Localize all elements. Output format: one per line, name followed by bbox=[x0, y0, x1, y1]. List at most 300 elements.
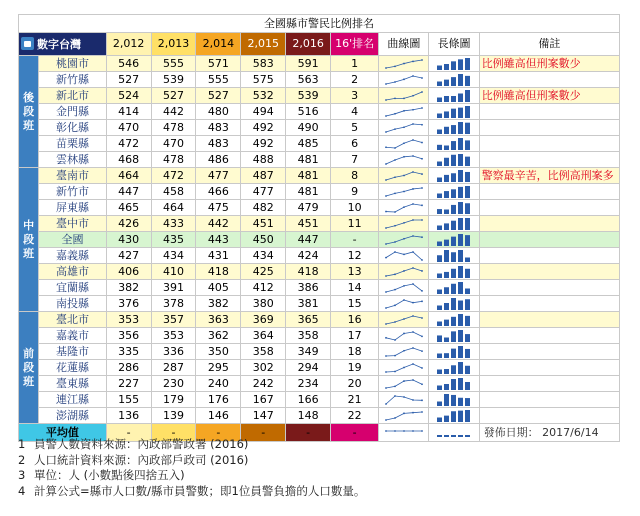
city-name: 新北市 bbox=[39, 88, 106, 104]
note-cell bbox=[479, 328, 619, 344]
mini-bar bbox=[451, 349, 456, 358]
bar-cell bbox=[429, 248, 479, 264]
mini-bar bbox=[465, 76, 470, 86]
sparkline-point bbox=[412, 301, 414, 303]
table-row bbox=[19, 152, 620, 168]
value-cell: 166 bbox=[286, 392, 331, 408]
value-cell: 414 bbox=[106, 104, 151, 120]
mini-bar bbox=[444, 64, 449, 70]
sparkline-point bbox=[394, 128, 396, 130]
sparkline-cell bbox=[379, 264, 429, 280]
published-date: 發佈日期： 2017/6/14 bbox=[479, 424, 619, 442]
sparkline bbox=[383, 410, 425, 422]
city-name: 基隆市 bbox=[39, 344, 106, 360]
mini-bar bbox=[465, 235, 470, 246]
note-cell bbox=[479, 280, 619, 296]
sparkline-point bbox=[394, 65, 396, 67]
mini-bar bbox=[444, 353, 449, 358]
sparkline bbox=[383, 378, 425, 390]
value-cell: 382 bbox=[106, 280, 151, 296]
value-cell: 486 bbox=[196, 152, 241, 168]
mini-bar bbox=[458, 250, 463, 262]
table-row bbox=[19, 168, 620, 184]
table-row bbox=[19, 392, 620, 408]
value-cell: 478 bbox=[151, 152, 196, 168]
value-cell: 376 bbox=[106, 296, 151, 312]
mini-bar bbox=[451, 141, 456, 150]
value-cell: 426 bbox=[106, 216, 151, 232]
sparkline-point bbox=[412, 139, 414, 141]
sparkline-point bbox=[403, 97, 405, 99]
bar-cell bbox=[429, 72, 479, 88]
table-row bbox=[19, 280, 620, 296]
sparkline bbox=[383, 90, 425, 102]
value-cell: 405 bbox=[196, 280, 241, 296]
sparkline-point bbox=[403, 270, 405, 272]
mini-bar bbox=[465, 140, 470, 150]
value-cell: 147 bbox=[241, 408, 286, 424]
city-name: 金門縣 bbox=[39, 104, 106, 120]
sparkline-line bbox=[386, 220, 422, 228]
mini-bar-chart bbox=[435, 249, 473, 262]
average-sparkline bbox=[383, 425, 425, 437]
table-row bbox=[19, 344, 620, 360]
bar-cell bbox=[429, 344, 479, 360]
mini-bar bbox=[437, 130, 442, 135]
value-cell: 524 bbox=[106, 88, 151, 104]
note-cell bbox=[479, 392, 619, 408]
value-cell: 357 bbox=[151, 312, 196, 328]
sparkline-line bbox=[386, 316, 422, 324]
sparkline-line bbox=[386, 348, 422, 356]
sparkline-cell bbox=[379, 312, 429, 328]
mini-bar bbox=[451, 411, 456, 422]
city-name: 臺南市 bbox=[39, 168, 106, 184]
sparkline-line bbox=[386, 236, 422, 244]
value-cell: 353 bbox=[106, 312, 151, 328]
average-cell: - bbox=[331, 424, 379, 442]
rank-cell: 6 bbox=[331, 136, 379, 152]
value-cell: 179 bbox=[151, 392, 196, 408]
mini-bar bbox=[444, 416, 449, 422]
mini-bar-chart bbox=[435, 393, 473, 406]
rank-cell: 20 bbox=[331, 376, 379, 392]
mini-bar-chart bbox=[435, 233, 473, 246]
value-cell: 386 bbox=[286, 280, 331, 296]
value-cell: 477 bbox=[241, 184, 286, 200]
mini-bar bbox=[444, 250, 449, 262]
sparkline-point bbox=[403, 142, 405, 144]
sparkline-point bbox=[421, 367, 423, 369]
note-cell bbox=[479, 296, 619, 312]
footnote-text: 計算公式=縣市人口數/縣市員警數；即1位員警負擔的人口數量。 bbox=[34, 483, 366, 498]
sparkline-point bbox=[421, 77, 423, 79]
sparkline-point bbox=[385, 115, 387, 117]
sparkline-point bbox=[403, 78, 405, 80]
mini-bar bbox=[451, 205, 456, 214]
mini-bar bbox=[465, 90, 470, 102]
rank-cell: 18 bbox=[331, 344, 379, 360]
year-2013-header: 2,013 bbox=[151, 33, 196, 56]
average-cell: - bbox=[106, 424, 151, 442]
rank-cell: 10 bbox=[331, 200, 379, 216]
mini-bar bbox=[465, 289, 470, 295]
mini-bar-chart bbox=[435, 137, 473, 150]
mini-bar bbox=[444, 191, 449, 198]
mini-bar bbox=[451, 395, 456, 406]
mini-bar bbox=[437, 354, 442, 359]
rank-cell: 14 bbox=[331, 280, 379, 296]
value-cell: 516 bbox=[286, 104, 331, 120]
mini-bar bbox=[465, 203, 470, 214]
average-cell: - bbox=[151, 424, 196, 442]
value-cell: 287 bbox=[151, 360, 196, 376]
value-cell: 146 bbox=[196, 408, 241, 424]
mini-bar bbox=[444, 303, 449, 310]
value-cell: 427 bbox=[106, 248, 151, 264]
city-name: 臺北市 bbox=[39, 312, 106, 328]
value-cell: 487 bbox=[241, 168, 286, 184]
sparkline bbox=[383, 250, 425, 262]
sparkline-point bbox=[403, 253, 405, 255]
mini-bar bbox=[465, 316, 470, 326]
value-cell: 591 bbox=[286, 56, 331, 72]
value-cell: 483 bbox=[196, 120, 241, 136]
city-name: 臺中市 bbox=[39, 216, 106, 232]
bar-cell bbox=[429, 264, 479, 280]
sparkline-point bbox=[403, 349, 405, 351]
note-cell bbox=[479, 264, 619, 280]
sparkline-point bbox=[385, 99, 387, 101]
sparkline-point bbox=[412, 363, 414, 365]
value-cell: 418 bbox=[286, 264, 331, 280]
bar-cell bbox=[429, 408, 479, 424]
table-row bbox=[19, 408, 620, 424]
value-cell: 234 bbox=[286, 376, 331, 392]
sparkline-point bbox=[421, 383, 423, 385]
value-cell: 358 bbox=[241, 344, 286, 360]
brand-cell bbox=[19, 33, 107, 56]
note-cell: 警察最辛苦，比例高刑案多 bbox=[479, 168, 619, 184]
value-cell: 539 bbox=[286, 88, 331, 104]
sparkline bbox=[383, 122, 425, 134]
sparkline-cell bbox=[379, 104, 429, 120]
value-cell: 286 bbox=[106, 360, 151, 376]
mini-bar bbox=[458, 59, 463, 70]
sparkline-cell bbox=[379, 344, 429, 360]
sparkline bbox=[383, 170, 425, 182]
sparkline-point bbox=[412, 411, 414, 413]
mini-bar bbox=[451, 365, 456, 374]
table-row bbox=[19, 296, 620, 312]
rank-cell: 13 bbox=[331, 264, 379, 280]
sparkline-point bbox=[394, 417, 396, 419]
table-row bbox=[19, 120, 620, 136]
sparkline-point bbox=[385, 419, 387, 421]
sparkline-point bbox=[385, 83, 387, 85]
rank-cell: 3 bbox=[331, 88, 379, 104]
table-row bbox=[19, 104, 620, 120]
bar-cell bbox=[429, 216, 479, 232]
value-cell: 555 bbox=[196, 72, 241, 88]
mini-bar bbox=[465, 269, 470, 278]
mini-bar bbox=[451, 61, 456, 70]
mini-bar bbox=[465, 334, 470, 342]
sparkline-point bbox=[385, 243, 387, 245]
sparkline-cell bbox=[379, 360, 429, 376]
sparkline-point bbox=[394, 241, 396, 243]
brand-label: 數字台灣 bbox=[37, 37, 81, 51]
city-name: 花蓮縣 bbox=[39, 360, 106, 376]
mini-bar bbox=[451, 252, 456, 262]
value-cell: 563 bbox=[286, 72, 331, 88]
mini-bar bbox=[458, 301, 463, 311]
note-header: 備註 bbox=[479, 33, 619, 56]
year-2016-header: 2,016 bbox=[286, 33, 331, 56]
sparkline-point bbox=[403, 332, 405, 334]
sparkline-point bbox=[421, 219, 423, 221]
mini-bar bbox=[451, 298, 456, 310]
city-name: 全國 bbox=[39, 232, 106, 248]
value-cell: 464 bbox=[106, 168, 151, 184]
mini-bar-chart bbox=[435, 73, 473, 86]
sparkline-point bbox=[421, 399, 423, 401]
sparkline-point bbox=[412, 188, 414, 190]
note-cell bbox=[479, 344, 619, 360]
value-cell: 424 bbox=[286, 248, 331, 264]
note-cell: 比例雖高但刑案數少 bbox=[479, 88, 619, 104]
mini-bar-chart bbox=[435, 121, 473, 134]
sparkline-point bbox=[403, 366, 405, 368]
sparkline bbox=[383, 314, 425, 326]
mini-bar-chart bbox=[435, 361, 473, 374]
sparkline-point bbox=[412, 331, 414, 333]
sparkline-point bbox=[412, 219, 414, 221]
value-cell: 583 bbox=[241, 56, 286, 72]
bar-header: 長條圖 bbox=[429, 33, 479, 56]
value-cell: 391 bbox=[151, 280, 196, 296]
value-cell: 575 bbox=[241, 72, 286, 88]
rank-cell: 19 bbox=[331, 360, 379, 376]
value-cell: 555 bbox=[151, 56, 196, 72]
city-name: 雲林縣 bbox=[39, 152, 106, 168]
sparkline-point bbox=[403, 237, 405, 239]
value-cell: 358 bbox=[286, 328, 331, 344]
mini-bar bbox=[465, 366, 470, 374]
note-cell bbox=[479, 72, 619, 88]
value-cell: 434 bbox=[241, 248, 286, 264]
value-cell: 433 bbox=[151, 216, 196, 232]
sparkline bbox=[383, 394, 425, 406]
mini-bar bbox=[444, 158, 449, 166]
table-row bbox=[19, 184, 620, 200]
bar-cell bbox=[429, 296, 479, 312]
mini-bar bbox=[451, 96, 456, 102]
footnote-number: 2 bbox=[18, 452, 26, 467]
sparkline-cell bbox=[379, 328, 429, 344]
footnote bbox=[18, 468, 365, 484]
group-label: 中段班 bbox=[19, 168, 39, 312]
mini-bar bbox=[451, 77, 456, 86]
mini-bar bbox=[458, 108, 463, 118]
value-cell: 362 bbox=[196, 328, 241, 344]
table-title: 全國縣市警民比例排名 bbox=[19, 15, 620, 33]
mini-bar bbox=[437, 386, 442, 391]
value-cell: 363 bbox=[196, 312, 241, 328]
city-name: 宜蘭縣 bbox=[39, 280, 106, 296]
value-cell: 481 bbox=[286, 168, 331, 184]
sparkline bbox=[383, 154, 425, 166]
footnote bbox=[18, 437, 365, 453]
bar-cell bbox=[429, 104, 479, 120]
mini-bar bbox=[437, 306, 442, 311]
value-cell: 349 bbox=[286, 344, 331, 360]
value-cell: 451 bbox=[241, 216, 286, 232]
sparkline-point bbox=[412, 171, 414, 173]
value-cell: 434 bbox=[151, 248, 196, 264]
sparkline-point bbox=[385, 256, 387, 258]
value-cell: 546 bbox=[106, 56, 151, 72]
note-cell bbox=[479, 120, 619, 136]
value-cell: 418 bbox=[196, 264, 241, 280]
note-cell bbox=[479, 248, 619, 264]
value-cell: 481 bbox=[286, 184, 331, 200]
value-cell: 492 bbox=[241, 120, 286, 136]
value-cell: 136 bbox=[106, 408, 151, 424]
city-name: 嘉義縣 bbox=[39, 248, 106, 264]
mini-bar bbox=[444, 240, 449, 246]
mini-bar-chart bbox=[435, 201, 473, 214]
mini-bar bbox=[458, 411, 463, 422]
note-cell bbox=[479, 184, 619, 200]
sparkline-point bbox=[394, 321, 396, 323]
bar-cell bbox=[429, 152, 479, 168]
sparkline-point bbox=[421, 270, 423, 272]
average-point bbox=[403, 430, 405, 432]
mini-bar bbox=[437, 194, 442, 199]
mini-bar bbox=[451, 317, 456, 326]
sparkline-point bbox=[394, 251, 396, 253]
city-name: 新竹縣 bbox=[39, 72, 106, 88]
sparkline-cell bbox=[379, 72, 429, 88]
sparkline-point bbox=[385, 387, 387, 389]
value-cell: 483 bbox=[196, 136, 241, 152]
sparkline-point bbox=[394, 339, 396, 341]
mini-bar-chart bbox=[435, 185, 473, 198]
value-cell: 294 bbox=[286, 360, 331, 376]
value-cell: 442 bbox=[196, 216, 241, 232]
city-name: 臺東縣 bbox=[39, 376, 106, 392]
sparkline-cell bbox=[379, 136, 429, 152]
sparkline-point bbox=[412, 94, 414, 96]
sparkline-point bbox=[385, 291, 387, 293]
rank-cell: 12 bbox=[331, 248, 379, 264]
sparkline-point bbox=[385, 131, 387, 133]
sparkline-point bbox=[385, 336, 387, 338]
sparkline bbox=[383, 218, 425, 230]
note-cell bbox=[479, 136, 619, 152]
city-name: 彰化縣 bbox=[39, 120, 106, 136]
mini-bar bbox=[437, 114, 442, 119]
mini-bar bbox=[458, 154, 463, 166]
sparkline bbox=[383, 330, 425, 342]
mini-bar bbox=[451, 331, 456, 342]
bar-cell bbox=[429, 88, 479, 104]
mini-bar bbox=[458, 266, 463, 278]
mini-bar bbox=[437, 274, 442, 279]
sparkline-point bbox=[403, 174, 405, 176]
value-cell: 335 bbox=[106, 344, 151, 360]
mini-bar bbox=[437, 66, 442, 71]
value-cell: 450 bbox=[241, 232, 286, 248]
value-cell: 481 bbox=[286, 152, 331, 168]
mini-bar bbox=[437, 145, 442, 150]
mini-bar bbox=[437, 402, 442, 407]
mini-bar bbox=[444, 338, 449, 343]
value-cell: 381 bbox=[286, 296, 331, 312]
value-cell: 447 bbox=[286, 232, 331, 248]
mini-bar bbox=[437, 418, 442, 423]
mini-bar bbox=[437, 209, 442, 214]
sparkline-point bbox=[421, 187, 423, 189]
mini-bar bbox=[451, 284, 456, 294]
sparkline-point bbox=[394, 159, 396, 161]
sparkline-point bbox=[394, 288, 396, 290]
note-cell bbox=[479, 232, 619, 248]
value-cell: 466 bbox=[196, 184, 241, 200]
sparkline-line bbox=[386, 108, 422, 116]
mini-bar bbox=[437, 98, 442, 103]
note-cell bbox=[479, 216, 619, 232]
sparkline-point bbox=[412, 235, 414, 237]
value-cell: 447 bbox=[106, 184, 151, 200]
sparkline-cell bbox=[379, 376, 429, 392]
footnote-text: 單位：人 (小數點後四捨五入) bbox=[34, 468, 185, 482]
mini-bar bbox=[444, 287, 449, 294]
table-row bbox=[19, 264, 620, 280]
sparkline-point bbox=[394, 395, 396, 397]
value-cell: 139 bbox=[151, 408, 196, 424]
value-cell: 350 bbox=[196, 344, 241, 360]
sparkline-point bbox=[421, 91, 423, 93]
sparkline-cell bbox=[379, 232, 429, 248]
mini-bar bbox=[451, 221, 456, 230]
mini-bar bbox=[458, 202, 463, 214]
mini-bar-chart bbox=[435, 57, 473, 70]
mini-bar bbox=[465, 58, 470, 70]
table-row bbox=[19, 328, 620, 344]
mini-bar bbox=[458, 170, 463, 182]
sparkline-point bbox=[412, 251, 414, 253]
sparkline bbox=[383, 298, 425, 310]
sparkline-cell bbox=[379, 152, 429, 168]
sparkline-point bbox=[421, 204, 423, 206]
ranking-table bbox=[18, 14, 620, 442]
bar-cell bbox=[429, 312, 479, 328]
footnotes bbox=[18, 437, 365, 499]
value-cell: 443 bbox=[196, 232, 241, 248]
sparkline-point bbox=[421, 59, 423, 61]
sparkline-point bbox=[385, 323, 387, 325]
bar-cell bbox=[429, 168, 479, 184]
mini-bar bbox=[465, 410, 470, 422]
sparkline bbox=[383, 346, 425, 358]
note-cell bbox=[479, 152, 619, 168]
rank-cell: 5 bbox=[331, 120, 379, 136]
sparkline-cell bbox=[379, 88, 429, 104]
mini-bar bbox=[458, 138, 463, 150]
note-cell bbox=[479, 376, 619, 392]
